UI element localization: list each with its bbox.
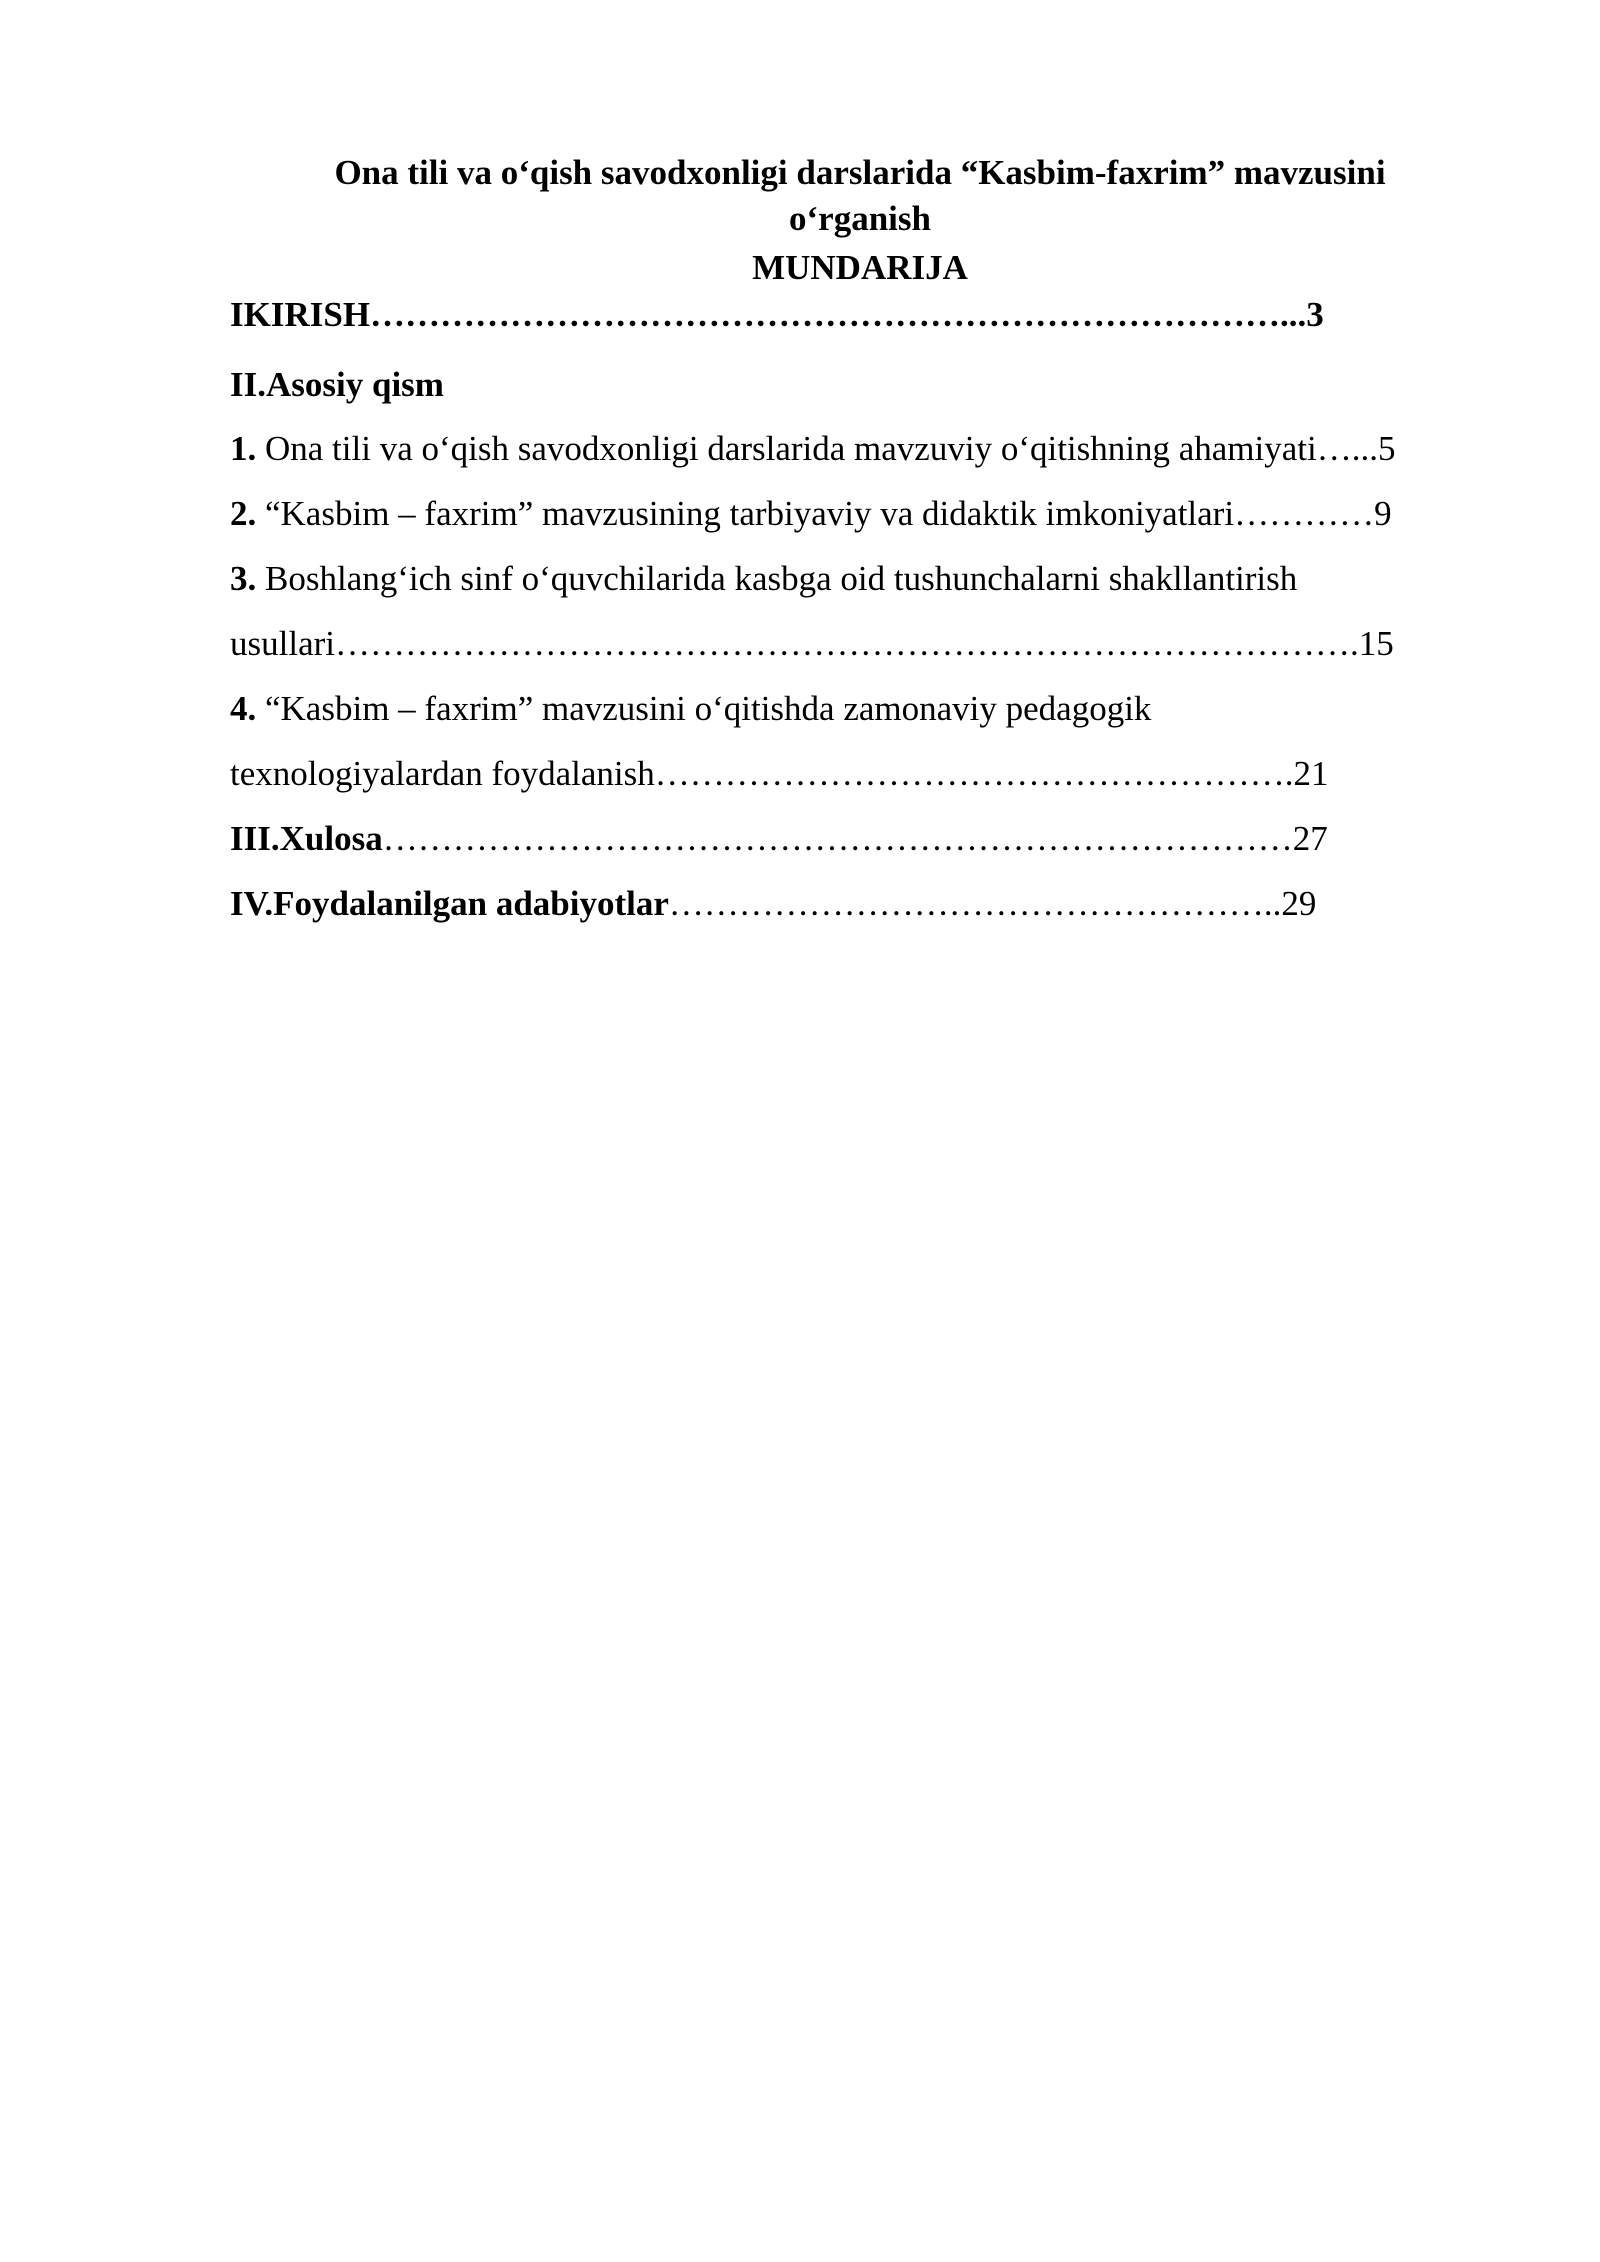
toc-references xyxy=(230,881,1316,927)
toc-item-4-text: “Kasbim – faxrim” mavzusini o‘qitishda zamonaviy pedagogik xyxy=(256,689,1152,728)
toc-item-3 xyxy=(230,556,1297,602)
document-title-line-2: o‘rganish xyxy=(789,199,931,238)
toc-item-1-text: Ona tili va o‘qish savodxonligi darslarida mavzuviy o‘qitishning ahamiyati…...5 xyxy=(256,429,1396,468)
toc-item-2-number: 2. xyxy=(230,494,257,533)
toc-conclusion-dots: ……………………………………………………………………27 xyxy=(382,819,1328,858)
toc-item-4-number: 4. xyxy=(230,689,257,728)
toc-item-3-continuation: usullari…………………………………………………………………………….15 xyxy=(230,624,1394,663)
toc-item-2 xyxy=(230,491,1392,537)
toc-item-2-text: “Kasbim – faxrim” mavzusining tarbiyaviy va didaktik imkoniyatlari…………9 xyxy=(256,494,1392,533)
toc-heading: MUNDARIJA xyxy=(752,248,968,287)
toc-references-label: IV.Foydalanilgan adabiyotlar xyxy=(230,884,669,923)
document-title xyxy=(230,150,1490,242)
toc-item-3-number: 3. xyxy=(230,559,257,598)
toc-intro: IKIRISH……………………………………………………………………...3 xyxy=(230,295,1324,334)
document-title-line-1: Ona tili va o‘qish savodxonligi darslarida “Kasbim-faxrim” mavzusini xyxy=(334,153,1386,192)
toc-conclusion-label: III.Xulosa xyxy=(230,819,383,858)
toc-item-4 xyxy=(230,686,1151,732)
toc-item-4-continuation: texnologiyalardan foydalanish……………………………………………….21 xyxy=(230,754,1329,793)
toc-item-3-text: Boshlang‘ich sinf o‘quvchilarida kasbga oid tushunchalarni shakllantirish xyxy=(256,559,1298,598)
toc-item-1 xyxy=(230,426,1396,472)
toc-references-dots: ……………………………………………..29 xyxy=(668,884,1317,923)
toc-main-part-heading: II.Asosiy qism xyxy=(230,365,444,404)
toc-item-1-number: 1. xyxy=(230,429,257,468)
toc-conclusion xyxy=(230,816,1328,862)
